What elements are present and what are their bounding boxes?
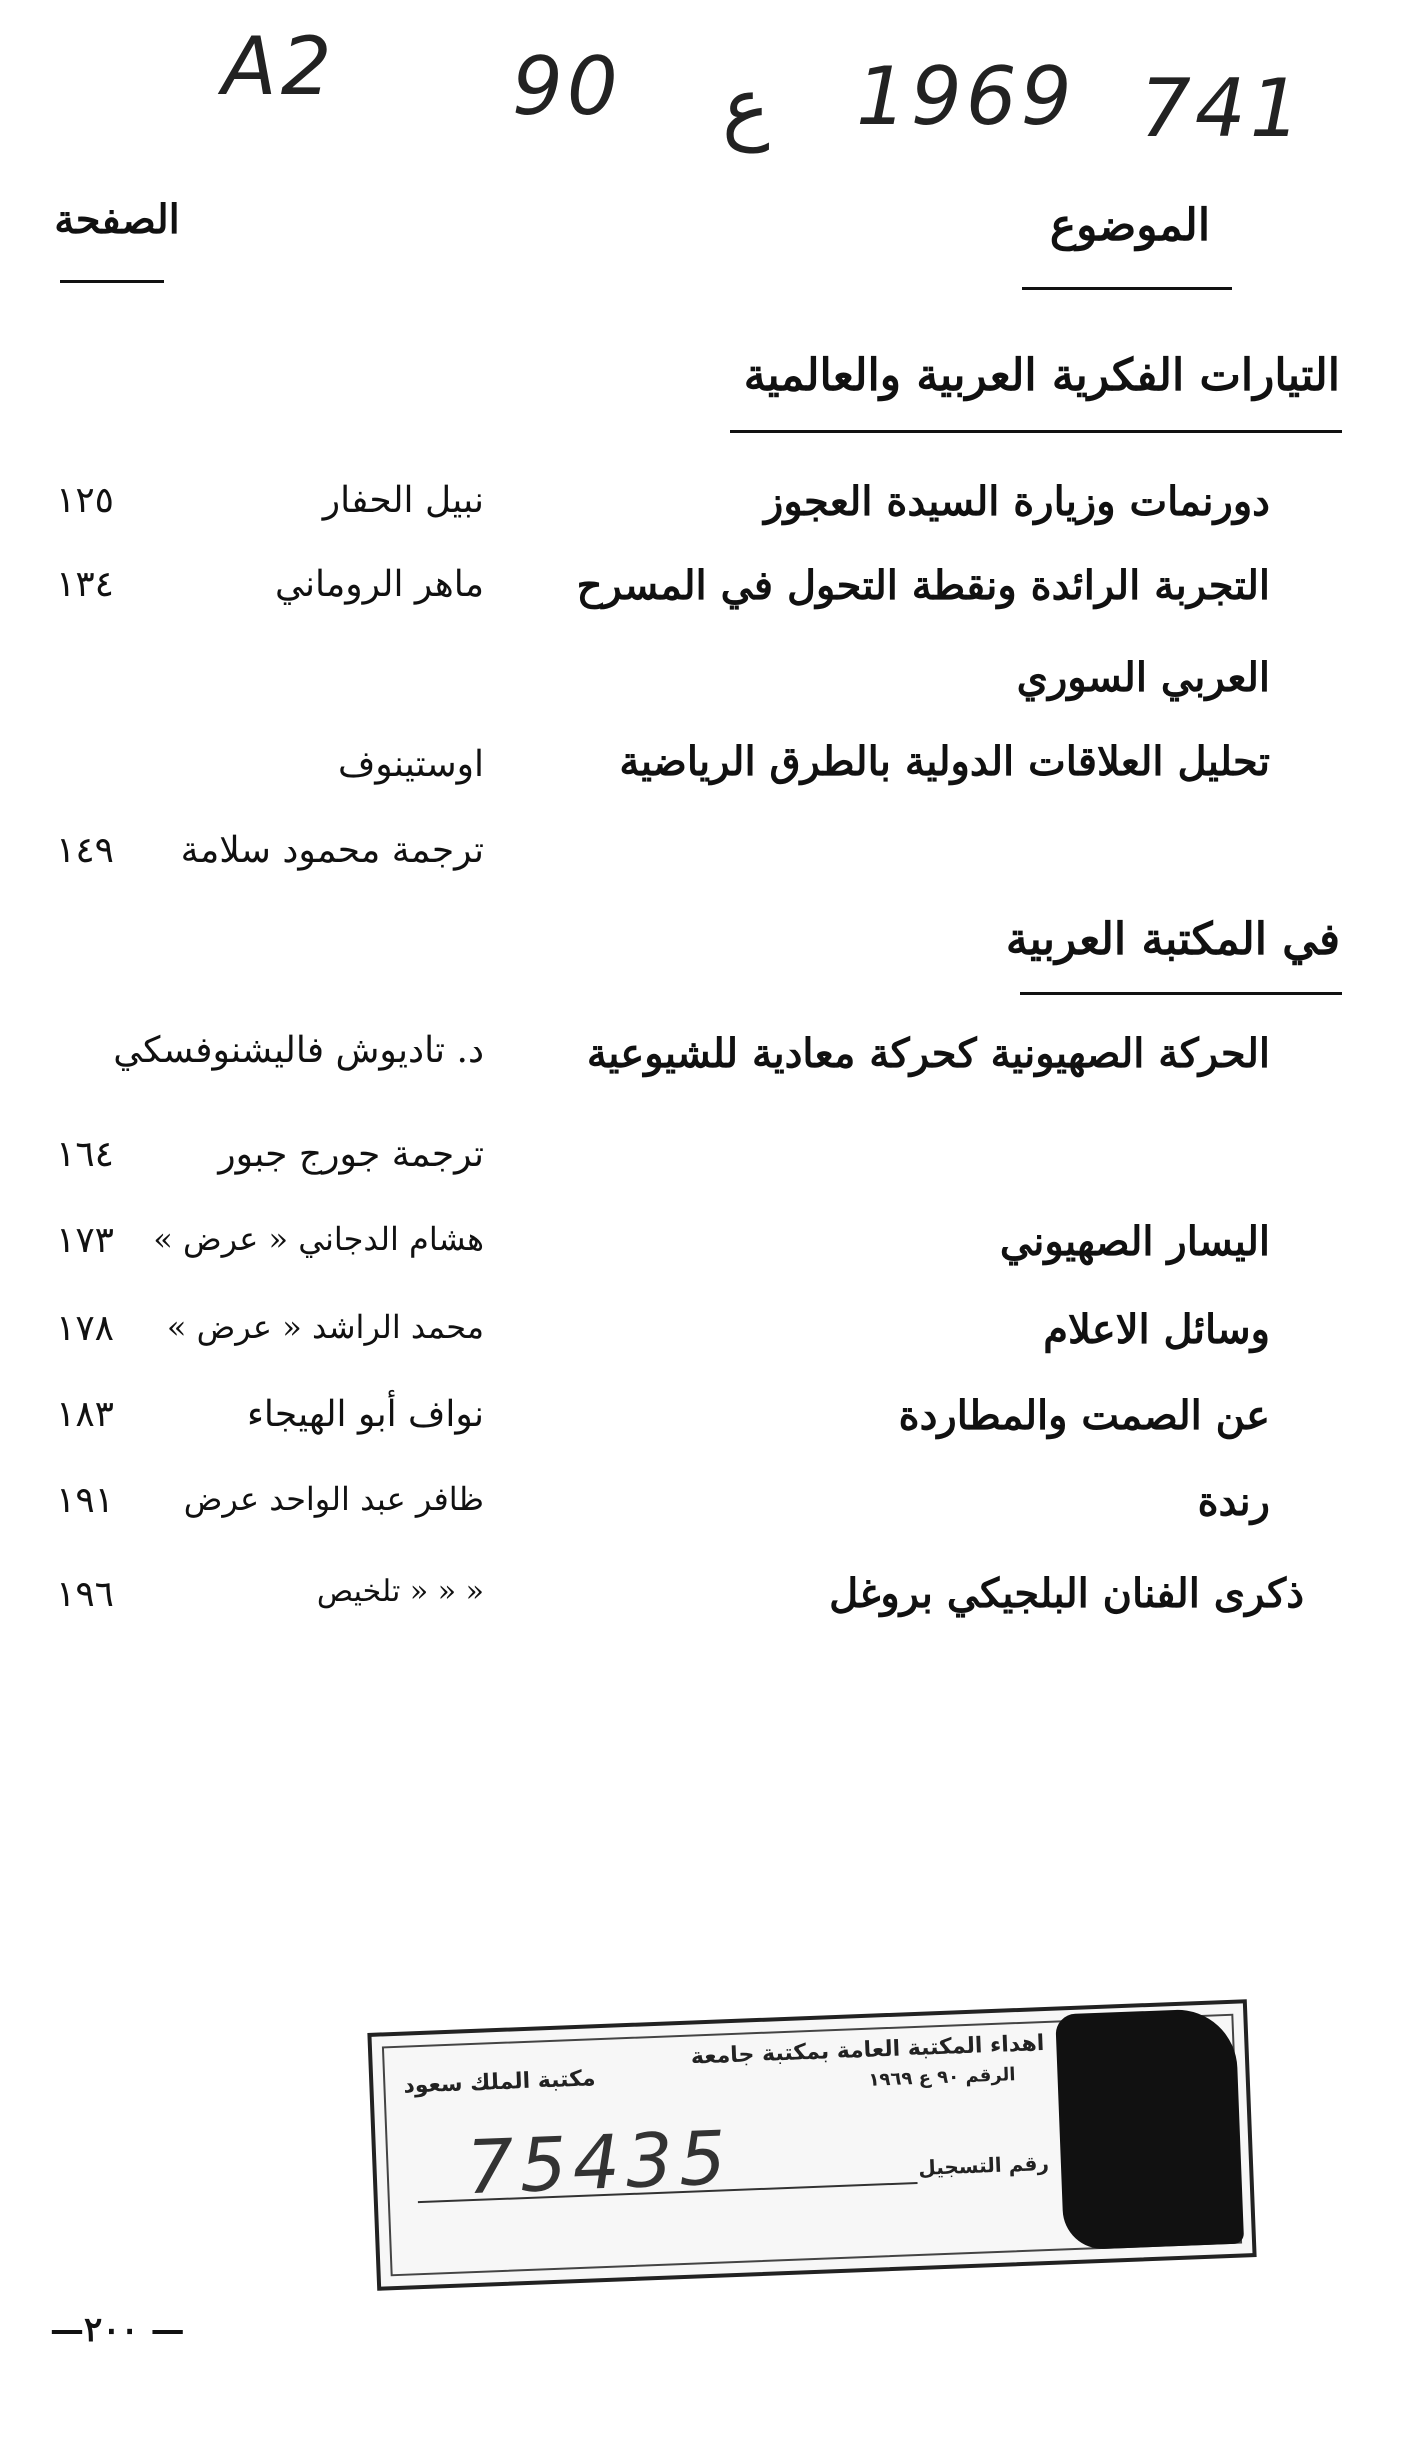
entry-page: ١٩١ [56,1480,115,1521]
entry-author: ظافر عبد الواحد عرض [183,1480,484,1518]
entry-title-continued: العربي السوري [1016,654,1270,701]
entry-author: نبيل الحفار [322,480,484,521]
entry-page: ١٧٣ [56,1220,115,1261]
entry-author: اوستينوف [337,744,484,785]
section-title: في المكتبة العربية [1005,914,1340,965]
entry-author: هشام الدجاني « عرض » [153,1220,484,1258]
entry-page: ١٣٤ [56,564,115,605]
entry-title: وسائل الاعلام [1043,1306,1270,1353]
stamp-line-1: اهداء المكتبة العامة بمكتبة جامعة [690,2031,1045,2070]
entry-author: « « « تلخيص [316,1574,484,1609]
entry-page: ١٧٨ [56,1308,115,1349]
entry-page: ١٤٩ [56,830,115,871]
entry-author: نواف أبو الهيجاء [246,1394,484,1435]
accession-year: 1969 [856,50,1076,143]
entry-page: ١٦٤ [56,1134,115,1175]
entry-title: اليسار الصهيوني [999,1218,1270,1265]
topic-underline [1022,287,1232,290]
entry-title: تحليل العلاقات الدولية بالطرق الرياضية [619,738,1270,785]
entry-title: ذكرى الفنان البلجيكي بروغل [829,1570,1304,1617]
topic-header: الموضوع [1049,200,1211,251]
entry-title: رندة [1197,1478,1270,1525]
entry-author: ماهر الروماني [274,564,484,605]
accession-741: 741 [1140,62,1305,155]
stamp-line-2: الرقم ٩٠ ع ١٩٦٩ [868,2064,1016,2091]
stamp-left-label: مكتبة الملك سعود [402,2066,596,2099]
library-stamp [367,1999,1256,2291]
entry-page: ١٩٦ [56,1574,115,1615]
entry-page: ١٨٣ [56,1394,115,1435]
entry-page: ١٢٥ [56,480,115,521]
entry-title: التجربة الرائدة ونقطة التحول في المسرح [576,562,1270,609]
section-underline [1020,992,1342,995]
accession-ain: ع [722,60,770,153]
section-title: التيارات الفكرية العربية والعالمية [743,350,1340,401]
section-underline [730,430,1342,433]
entry-title: الحركة الصهيونية كحركة معادية للشيوعية [586,1030,1270,1077]
entry-title: دورنمات وزيارة السيدة العجوز [764,478,1270,525]
accession-a2: A2 [222,20,336,113]
stamp-registration-label: رقم التسجيل [917,2150,1050,2180]
entry-author: محمد الراشد « عرض » [166,1308,484,1346]
page-number: —٢٠٠ — [50,2310,185,2350]
stamp-number: 75435 [464,2115,734,2212]
page-header: الصفحة [54,196,180,243]
entry-author: د. تاديوش فاليشنوفسكي [113,1030,484,1071]
page-underline [60,280,164,283]
stamp-ink-blot [1055,2008,1244,2251]
entry-translator: ترجمة محمود سلامة [180,830,484,871]
entry-translator: ترجمة جورج جبور [218,1134,484,1175]
accession-90: 90 [512,40,622,133]
entry-title: عن الصمت والمطاردة [898,1392,1270,1439]
